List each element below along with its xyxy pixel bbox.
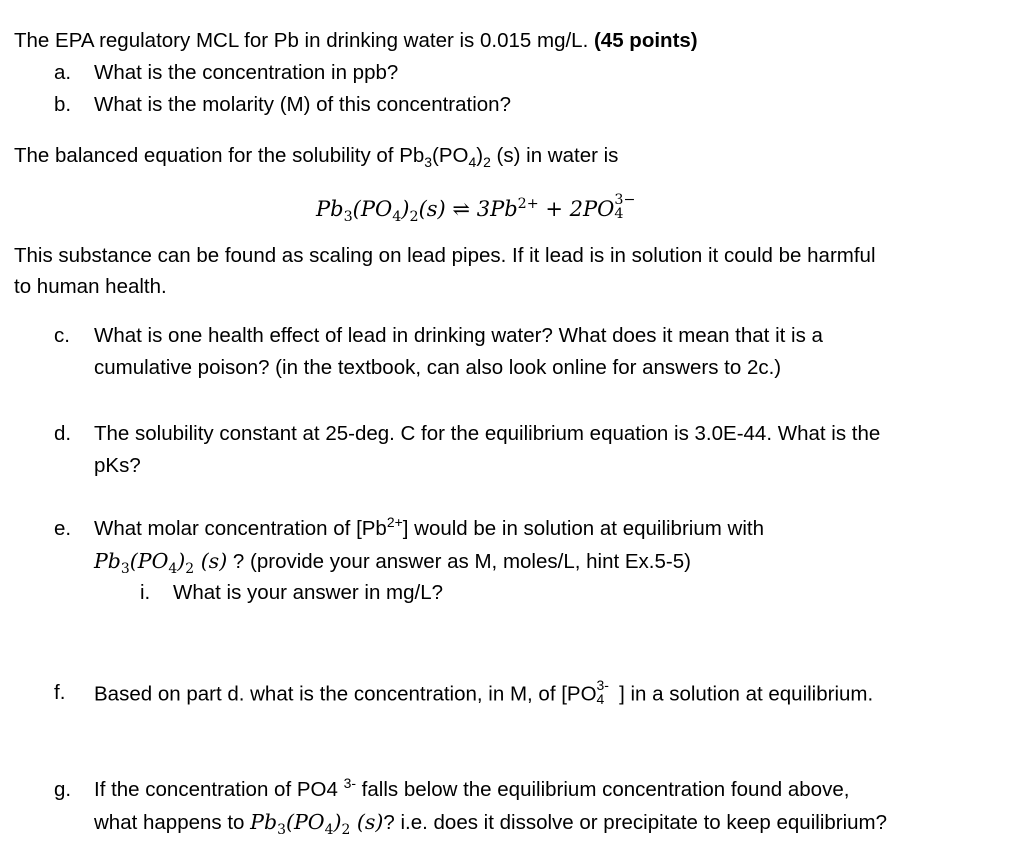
part-e-label: e. (54, 517, 72, 540)
part-c-line-2: cumulative poison? (in the textbook, can also look online for answers to 2c.) (94, 356, 782, 379)
part-a-text: What is the concentration in ppb? (94, 61, 399, 84)
part-c-line-1: What is one health effect of lead in drinking water? What does it mean that it is a (94, 324, 823, 347)
part-b-text: What is the molarity (M) of this concentration? (94, 93, 511, 116)
part-f-label: f. (54, 681, 66, 704)
chemical-equation: $Pb_3(PO_4)_2(s)$ ⇌ $3Pb^{2+} + 2PO$ 3− 4 (316, 192, 636, 226)
balanced-equation-sentence: The balanced equation for the solubility of $Pb_3(PO_4)_2$ (s) in water is (14, 144, 619, 171)
part-e-line-2: $Pb_3(PO_4)_2$ (s) ? (provide your answer as M, moles/L, hint Ex.5-5) (94, 549, 691, 578)
scaling-line-2: to human health. (14, 275, 167, 298)
part-e-i-text: What is your answer in mg/L? (173, 581, 444, 604)
part-g-line-1: If the concentration of PO4 $^{3-}$ falls below the equilibrium concentration found above, (94, 775, 850, 801)
part-d-line-1: The solubility constant at 25-deg. C for the equilibrium equation is 3.0E-44. What is the (94, 422, 881, 445)
part-d-line-2: pKs? (94, 454, 141, 477)
part-b-label: b. (54, 93, 72, 116)
part-g-label: g. (54, 778, 72, 801)
points-label: (45 points) (593, 29, 698, 52)
intro-text: The EPA regulatory MCL for Pb in drinking water is 0.015 mg/L. (14, 29, 589, 52)
part-g-line-2: what happens to $Pb_3(PO_4)_2$ (s)? i.e. does it dissolve or precipitate to keep equilibrium? (94, 810, 888, 839)
part-a-label: a. (54, 61, 72, 84)
scaling-line-1: This substance can be found as scaling on lead pipes. If it lead is in solution it could be harmful (14, 244, 876, 267)
intro-line (14, 28, 698, 54)
part-d-label: d. (54, 422, 72, 445)
lead-phosphate-formula-2: $Pb_3(PO_4)_2$ (s) (250, 810, 384, 839)
equilibrium-arrow: ⇌ (452, 197, 471, 221)
part-e-line-1: What molar concentration of $[Pb^{2+}]$ would be in solution at equilibrium with (94, 514, 764, 540)
part-e-i-label: i. (140, 581, 151, 604)
part-f-text: Based on part d. what is the concentration, in M, of [PO 3- 4 ] in a solution at equilibrium. (94, 677, 874, 708)
part-c-label: c. (54, 324, 70, 347)
lead-phosphate-formula: $Pb_3(PO_4)_2$ (s) (94, 549, 228, 578)
